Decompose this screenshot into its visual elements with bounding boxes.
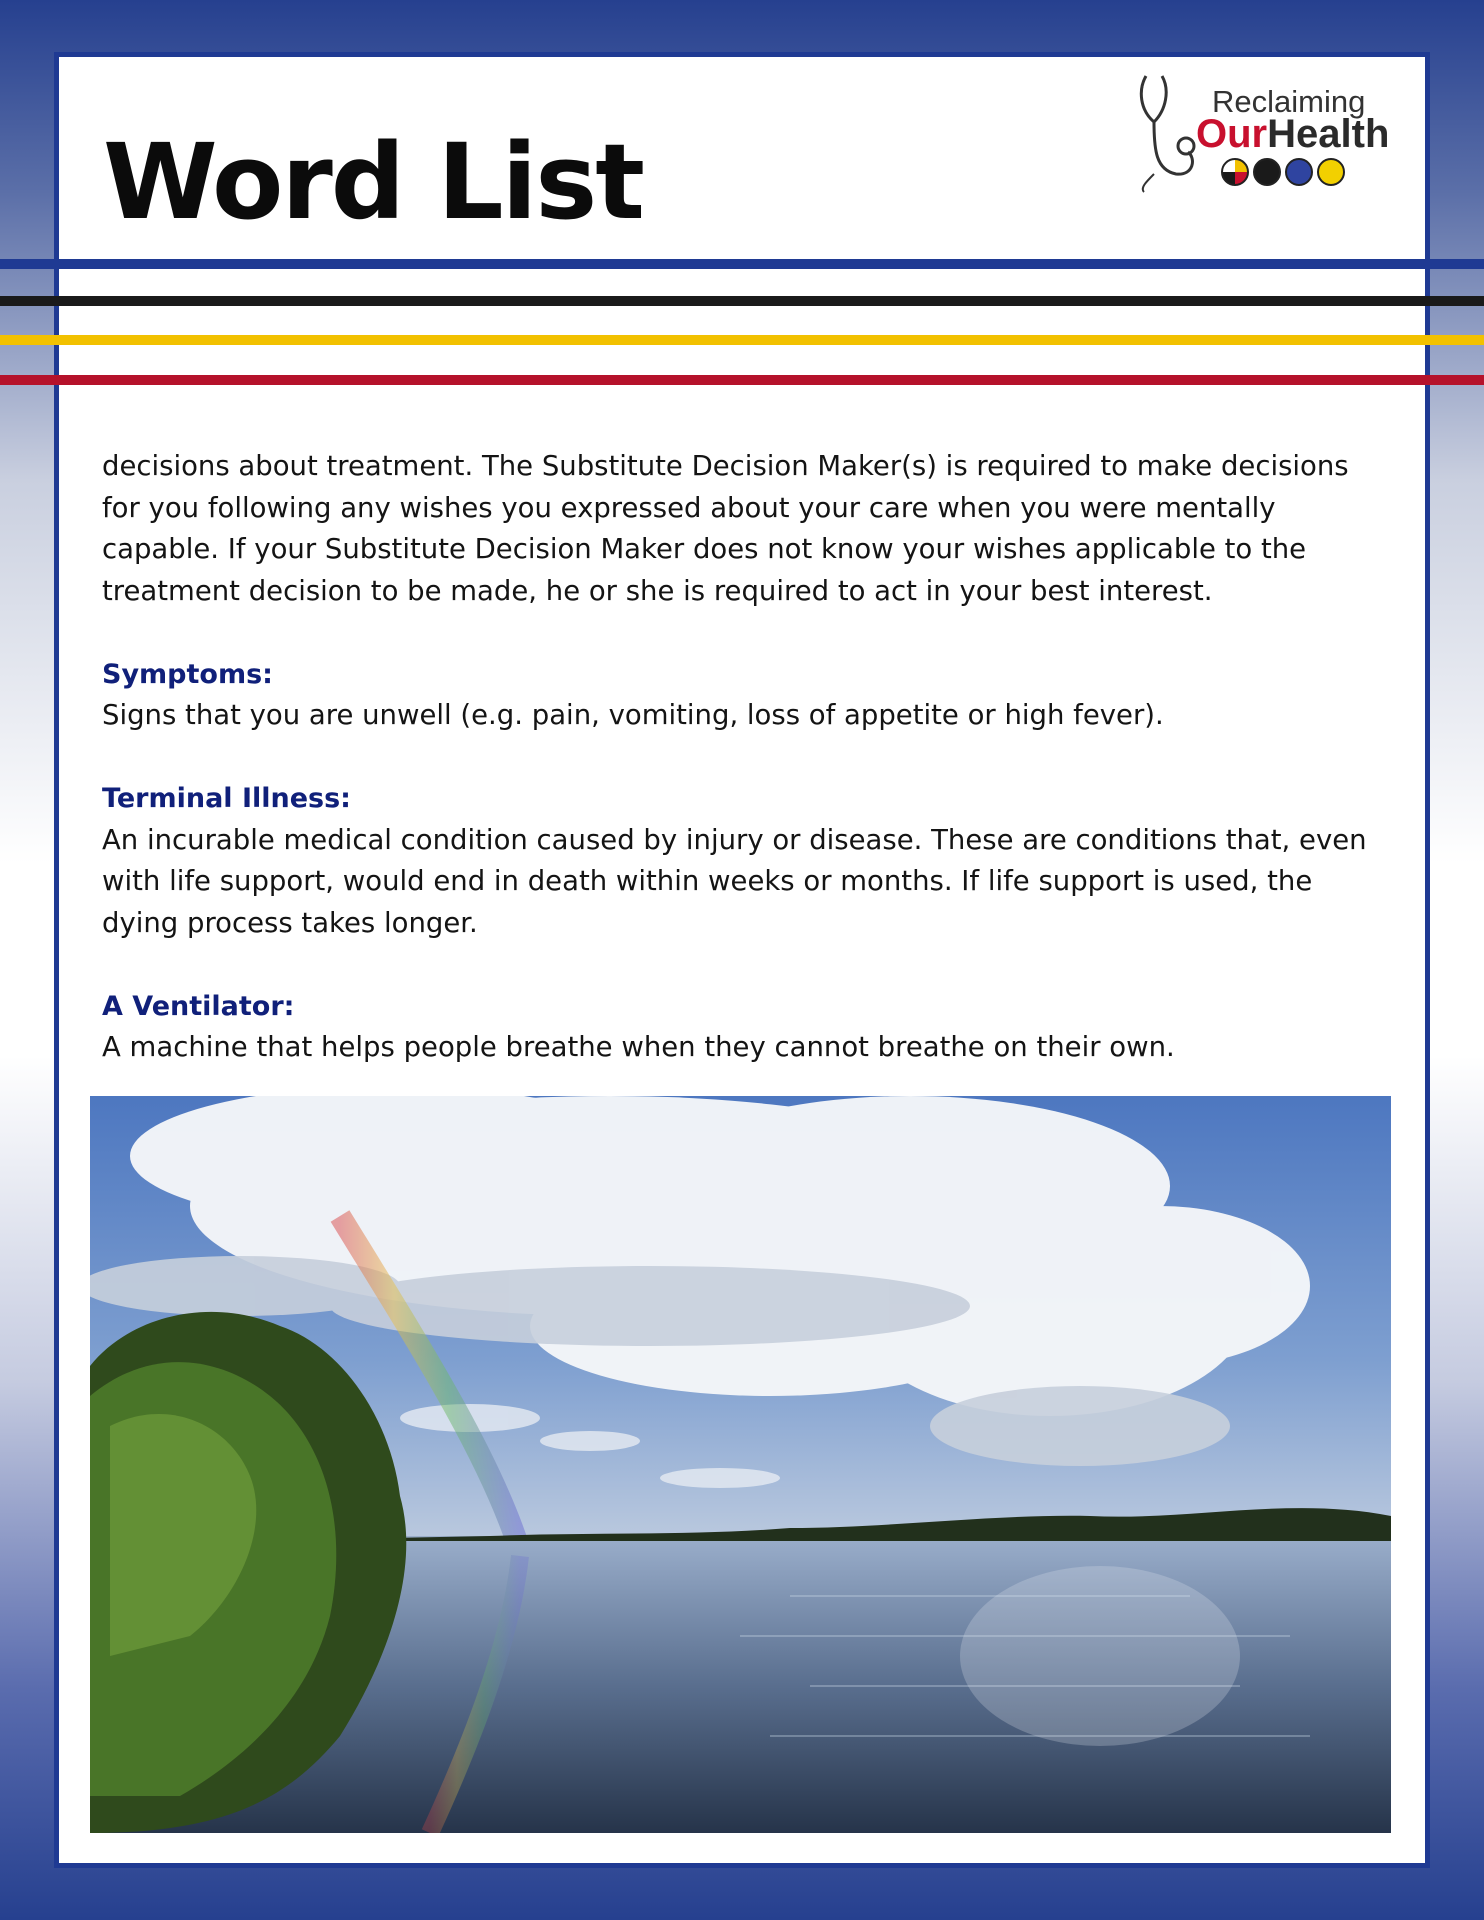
intro-line: for you following any wishes you expressed about your care when you were mentally <box>102 491 1276 524</box>
term-entry-symptoms <box>102 654 1392 737</box>
feather-icon <box>1317 158 1345 186</box>
stripe-yellow <box>0 335 1484 345</box>
reclaiming-our-health-logo <box>1136 64 1406 204</box>
term-heading: A Ventilator: <box>102 990 295 1022</box>
intro-line: capable. If your Substitute Decision Maker does not know your wishes applicable to the <box>102 533 1307 565</box>
logo-text-reclaiming: Reclaiming <box>1212 84 1366 119</box>
term-heading: Symptoms: <box>102 658 273 690</box>
term-heading: Terminal Illness: <box>102 783 351 814</box>
logo-symbols <box>1221 158 1345 186</box>
page-title: Word List <box>103 121 643 243</box>
term-definition-line: with life support, would end in death within weeks or months. If life support is used, the <box>102 865 1313 897</box>
logo-text-our-health <box>1196 112 1389 157</box>
stripe-black <box>0 296 1484 306</box>
infinity-icon <box>1285 158 1313 186</box>
person-icon <box>1253 158 1281 186</box>
intro-line: treatment decision to be made, he or she is required to act in your best interest. <box>102 574 1213 607</box>
logo-text-health: Health <box>1267 112 1390 156</box>
term-entry-ventilator <box>102 986 1392 1069</box>
term-definition-line: An incurable medical condition caused by injury or disease. These are conditions that, even <box>102 823 1367 856</box>
intro-line: decisions about treatment. The Substitute Decision Maker(s) is required to make decisions <box>102 450 1349 482</box>
term-definition-line: dying process takes longer. <box>102 906 478 939</box>
stripe-blue <box>0 259 1484 269</box>
logo-text-our: Our <box>1196 112 1268 156</box>
intro-paragraph <box>102 446 1392 612</box>
word-list-content <box>102 446 1392 1069</box>
term-entry-terminal-illness <box>102 778 1392 944</box>
term-definition-line: Signs that you are unwell (e.g. pain, vomiting, loss of appetite or high fever). <box>102 699 1164 731</box>
term-definition-line: A machine that helps people breathe when they cannot breathe on their own. <box>102 1031 1175 1063</box>
river-rainbow-photo <box>90 1096 1391 1833</box>
medicine-wheel-icon <box>1221 158 1249 186</box>
stripe-red <box>0 375 1484 385</box>
